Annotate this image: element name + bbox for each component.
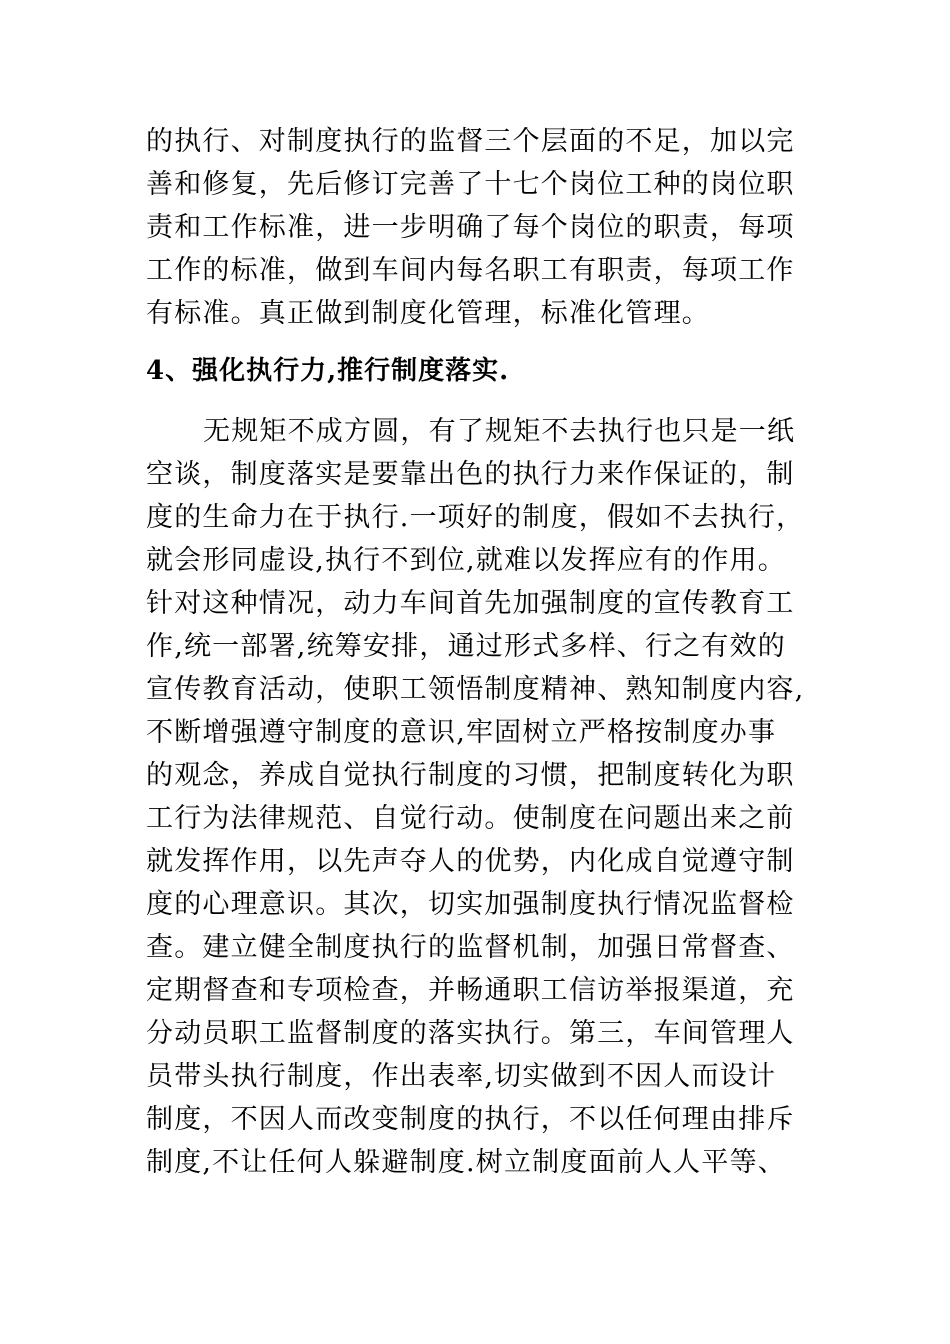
paragraph-line: 度的生命力在于执行.一项好的制度，假如不去执行，: [146, 502, 805, 533]
paragraph-line: 工行为法律规范、自觉行动。使制度在问题出来之前: [146, 803, 795, 834]
paragraph-line: 工作的标准，做到车间内每名职工有职责，每项工作: [146, 255, 795, 286]
paragraph-line: 度的心理意识。其次，切实加强制度执行情况监督检: [146, 889, 795, 920]
paragraph-line: 的执行、对制度执行的监督三个层面的不足，加以完: [146, 126, 795, 157]
paragraph-line: 责和工作标准，进一步明确了每个岗位的职责，每项: [146, 212, 795, 243]
paragraph-line: 空谈，制度落实是要靠出色的执行力来作保证的，制: [146, 459, 795, 490]
paragraph-line: 作,统一部署,统筹安排，通过形式多样、行之有效的: [146, 631, 786, 662]
paragraph-line: 制度,不让任何人躲避制度.树立制度面前人人平等、: [146, 1147, 786, 1178]
paragraph-line: 宣传教育活动，使职工领悟制度精神、熟知制度内容,: [146, 674, 805, 705]
paragraph-line: 无规矩不成方圆，有了规矩不去执行也只是一纸: [203, 416, 796, 447]
paragraph-line: 有标准。真正做到制度化管理，标准化管理。: [146, 298, 710, 329]
paragraph-line: 员带头执行制度，作出表率,切实做到不因人而设计: [146, 1061, 777, 1092]
paragraph-line: 针对这种情况，动力车间首先加强制度的宣传教育工: [146, 588, 795, 619]
section-heading: 4、强化执行力,推行制度落实.: [146, 356, 510, 386]
paragraph-line: 就发挥作用，以先声夺人的优势，内化成自觉遵守制: [146, 846, 795, 877]
paragraph-line: 制度，不因人而改变制度的执行，不以任何理由排斥: [146, 1104, 795, 1135]
paragraph-line: 分动员职工监督制度的落实执行。第三，车间管理人: [146, 1018, 795, 1049]
paragraph-line: 不断增强遵守制度的意识,牢固树立严格按制度办事: [146, 717, 777, 748]
paragraph-line: 善和修复，先后修订完善了十七个岗位工种的岗位职: [146, 169, 795, 200]
paragraph-line: 定期督查和专项检查，并畅通职工信访举报渠道，充: [146, 975, 795, 1006]
paragraph-line: 就会形同虚设,执行不到位,就难以发挥应有的作用。: [146, 545, 786, 576]
paragraph-line: 的观念，养成自觉执行制度的习惯，把制度转化为职: [146, 760, 795, 791]
paragraph-line: 查。建立健全制度执行的监督机制，加强日常督查、: [146, 932, 795, 963]
